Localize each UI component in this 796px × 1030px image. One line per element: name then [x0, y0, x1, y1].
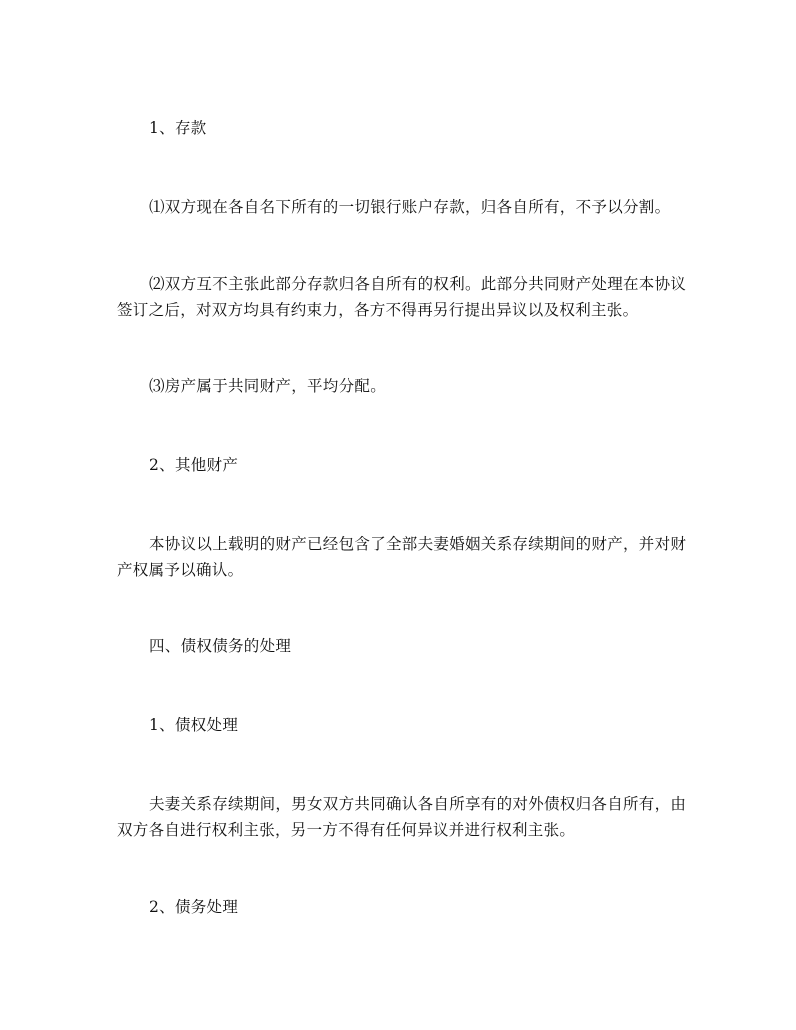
clause-claims: 夫妻关系存续期间，男女双方共同确认各自所享有的对外债权归各自所有，由双方各自进行权利主张，另一方不得有任何异议并进行权利主张。 — [117, 795, 687, 839]
heading-other-property: 2、其他财产 — [149, 456, 239, 474]
clause-other-property: 本协议以上载明的财产已经包含了全部夫妻婚姻关系存续期间的财产，并对财产权属予以确认。 — [117, 535, 687, 579]
section-heading-debts: 四、债权债务的处理 — [149, 637, 292, 655]
clause-deposits-2: ⑵双方互不主张此部分存款归各自所有的权利。此部分共同财产处理在本协议签订之后，对双方均具有约束力，各方不得再另行提出异议以及权利主张。 — [117, 275, 687, 319]
heading-claims: 1、债权处理 — [149, 716, 239, 734]
clause-deposits-1: ⑴双方现在各自名下所有的一切银行账户存款，归各自所有，不予以分割。 — [149, 198, 671, 216]
clause-deposits-3: ⑶房产属于共同财产，平均分配。 — [149, 377, 387, 395]
heading-deposits: 1、存款 — [149, 119, 207, 137]
heading-debts: 2、债务处理 — [149, 898, 239, 916]
